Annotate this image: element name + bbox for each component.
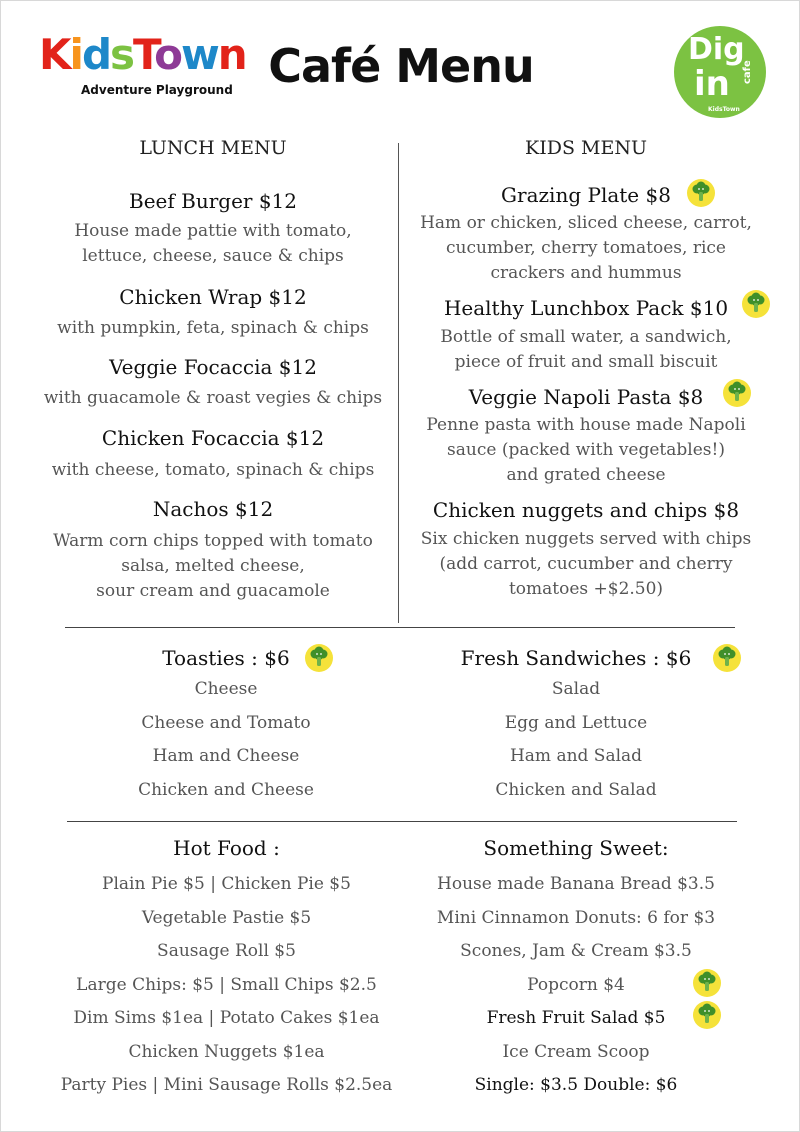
dig-in-logo-side: cafe bbox=[742, 60, 753, 84]
desc-line: (add carrot, cucumber and cherry bbox=[439, 554, 733, 574]
dig-in-logo-line1: Dig bbox=[688, 32, 745, 67]
kidstown-letter: T bbox=[133, 30, 155, 79]
list-item: Single: $3.5 Double: $6 bbox=[474, 1075, 678, 1095]
kids-menu-heading: KIDS MENU bbox=[525, 137, 647, 159]
sandwiches-heading: Fresh Sandwiches : $6 bbox=[460, 646, 692, 670]
desc-line: salsa, melted cheese, bbox=[121, 556, 305, 576]
list-item: House made Banana Bread $3.5 bbox=[437, 874, 715, 894]
list-item: Chicken and Salad bbox=[495, 779, 657, 800]
desc-line: sauce (packed with vegetables!) bbox=[447, 440, 725, 460]
kidstown-letter: o bbox=[154, 30, 181, 79]
desc-line: Bottle of small water, a sandwich, bbox=[440, 327, 732, 347]
desc-line: with pumpkin, feta, spinach & chips bbox=[57, 318, 369, 338]
list-item: Ham and Cheese bbox=[152, 746, 300, 766]
list-item: Egg and Lettuce bbox=[504, 712, 648, 733]
list-item: Mini Cinnamon Donuts: 6 for $3 bbox=[436, 907, 716, 928]
lunch-item-desc bbox=[33, 386, 393, 411]
list-item: Popcorn $4 bbox=[527, 974, 625, 995]
column-divider bbox=[398, 143, 399, 623]
list-item: Sausage Roll $5 bbox=[157, 941, 296, 961]
desc-line: tomatoes +$2.50) bbox=[508, 579, 664, 599]
desc-line: crackers and hummus bbox=[490, 263, 682, 283]
lunch-item-title: Beef Burger $12 bbox=[129, 189, 297, 213]
list-item: Chicken Nuggets $1ea bbox=[128, 1041, 325, 1062]
desc-line: with cheese, tomato, spinach & chips bbox=[51, 460, 375, 480]
kids-item-title: Healthy Lunchbox Pack $10 bbox=[443, 296, 729, 320]
kidstown-letter: w bbox=[180, 30, 218, 79]
list-item: Party Pies | Mini Sausage Rolls $2.5ea bbox=[60, 1075, 393, 1095]
list-item: Ice Cream Scoop bbox=[502, 1041, 650, 1062]
kidstown-letter: s bbox=[110, 30, 134, 79]
kidstown-letter: K bbox=[39, 30, 70, 79]
hot-food-list bbox=[29, 868, 424, 1103]
lunch-item-title: Veggie Focaccia $12 bbox=[109, 355, 317, 379]
lunch-menu-heading: LUNCH MENU bbox=[139, 137, 287, 159]
kids-item-title: Chicken nuggets and chips $8 bbox=[432, 498, 740, 522]
list-item: Cheese bbox=[194, 679, 258, 699]
list-item: Vegetable Pastie $5 bbox=[141, 907, 312, 928]
desc-line: Warm corn chips topped with tomato bbox=[53, 531, 373, 551]
kidstown-letter: n bbox=[217, 30, 246, 79]
kids-item-title: Veggie Napoli Pasta $8 bbox=[468, 385, 704, 409]
lunch-item-desc bbox=[33, 458, 393, 483]
kids-item-desc bbox=[406, 527, 766, 602]
broccoli-icon bbox=[693, 969, 721, 997]
lunch-item-desc bbox=[33, 316, 393, 341]
list-item: Plain Pie $5 | Chicken Pie $5 bbox=[102, 874, 351, 894]
desc-line: Ham or chicken, sliced cheese, carrot, bbox=[420, 213, 752, 233]
desc-line: with guacamole & roast vegies & chips bbox=[43, 388, 383, 408]
broccoli-icon bbox=[713, 644, 741, 672]
dig-in-logo-tiny: KidsTown bbox=[708, 106, 740, 113]
page-title: Café Menu bbox=[268, 39, 534, 93]
list-item: Dim Sims $1ea | Potato Cakes $1ea bbox=[73, 1008, 380, 1028]
kidstown-wordmark bbox=[39, 25, 246, 85]
list-item: Large Chips: $5 | Small Chips $2.5 bbox=[76, 974, 377, 995]
hot-food-heading: Hot Food : bbox=[173, 836, 280, 860]
list-item: Cheese and Tomato bbox=[141, 712, 311, 733]
dig-in-logo-line2: in bbox=[694, 64, 730, 104]
broccoli-icon bbox=[723, 379, 751, 407]
desc-line: lettuce, cheese, sauce & chips bbox=[82, 246, 344, 266]
broccoli-icon bbox=[687, 179, 715, 207]
lunch-item-title: Chicken Focaccia $12 bbox=[101, 426, 325, 450]
toasties-list bbox=[91, 673, 361, 807]
kidstown-letter: d bbox=[81, 30, 111, 79]
kids-item-desc bbox=[406, 325, 766, 375]
something-sweet-heading: Something Sweet: bbox=[483, 836, 669, 860]
desc-line: Penne pasta with house made Napoli bbox=[426, 415, 746, 435]
desc-line: House made pattie with tomato, bbox=[74, 221, 352, 241]
kidstown-subtitle: Adventure Playground bbox=[81, 83, 233, 97]
lunch-item-desc bbox=[33, 219, 393, 269]
kids-item-desc bbox=[406, 413, 766, 488]
desc-line: Six chicken nuggets served with chips bbox=[420, 529, 752, 549]
list-item: Salad bbox=[551, 679, 601, 699]
kidstown-logo bbox=[39, 25, 246, 107]
lunch-item-desc bbox=[33, 529, 393, 604]
desc-line: sour cream and guacamole bbox=[96, 581, 330, 601]
kids-item-desc bbox=[406, 211, 766, 286]
dig-in-cafe-logo bbox=[674, 26, 766, 118]
broccoli-icon bbox=[742, 290, 770, 318]
kidstown-letter: i bbox=[69, 30, 82, 79]
desc-line: and grated cheese bbox=[506, 465, 666, 485]
section-divider bbox=[67, 821, 737, 822]
section-divider bbox=[65, 627, 735, 628]
list-item: Chicken and Cheese bbox=[138, 779, 314, 800]
kids-item-title: Grazing Plate $8 bbox=[501, 183, 671, 207]
broccoli-icon bbox=[693, 1001, 721, 1029]
lunch-item-title: Nachos $12 bbox=[152, 497, 274, 521]
toasties-heading: Toasties : $6 bbox=[162, 646, 290, 670]
list-item: Ham and Salad bbox=[509, 746, 643, 766]
lunch-item-title: Chicken Wrap $12 bbox=[119, 285, 307, 309]
desc-line: cucumber, cherry tomatoes, rice bbox=[446, 238, 726, 258]
something-sweet-list bbox=[421, 868, 731, 1103]
broccoli-icon bbox=[305, 644, 333, 672]
sandwiches-list bbox=[431, 673, 721, 807]
list-item: Fresh Fruit Salad $5 bbox=[486, 1008, 666, 1028]
list-item: Scones, Jam & Cream $3.5 bbox=[460, 941, 692, 961]
desc-line: piece of fruit and small biscuit bbox=[454, 352, 718, 372]
